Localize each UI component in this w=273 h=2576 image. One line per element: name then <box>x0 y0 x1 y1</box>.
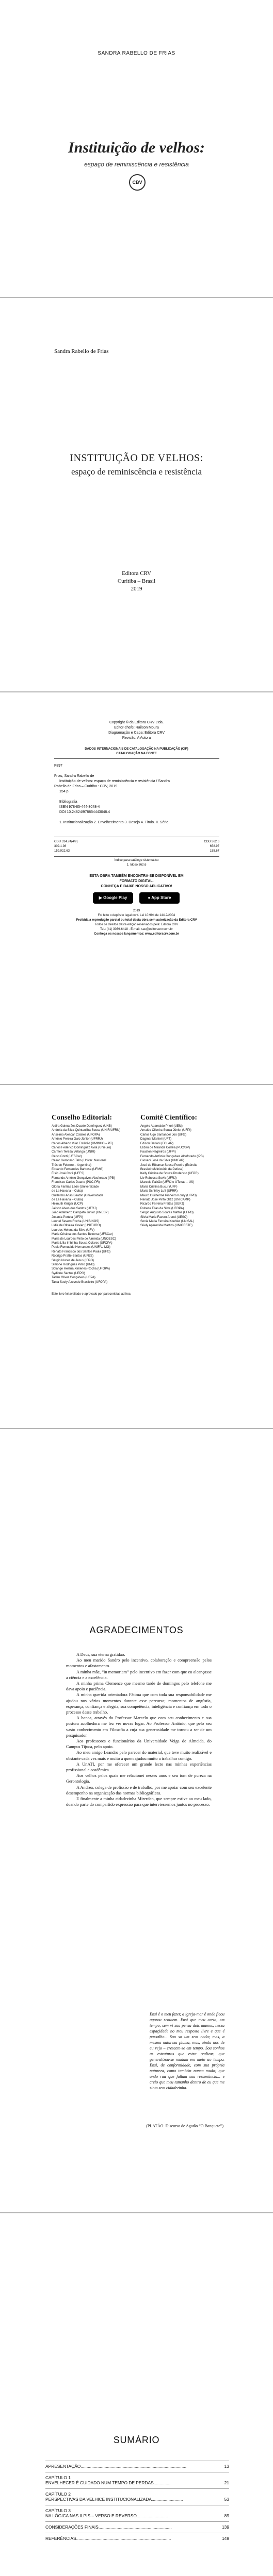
council-member: Fernando Antônio Gonçalves Alcoforado (IPB) <box>140 1155 204 1158</box>
toc-entry[interactable] <box>45 2472 229 2488</box>
toc-entry[interactable] <box>45 2533 229 2544</box>
catalog-line: Frias, Sandra Rabello de <box>54 774 94 778</box>
legal-block <box>0 909 273 937</box>
cdd-code: 155.67 <box>210 850 219 853</box>
editorial-council-list <box>52 1124 137 1284</box>
app-store-label: App Store <box>151 895 171 900</box>
council-member: Carlos Federico Dominguez Avila (Unieuro) <box>52 1146 111 1150</box>
council-member: Edison Bariani (FCLAR) <box>140 1142 174 1145</box>
council-member: Mauro Guilherme Pinheiro Koury (UFPB) <box>140 1194 197 1197</box>
council-member: Fernando Antônio Gonçalves Alcoforado (IPB) <box>52 1176 115 1180</box>
title-page <box>0 298 273 691</box>
legal-line: 2019 <box>133 909 140 912</box>
council-member: Celso Conti (UFSCar) <box>52 1155 82 1158</box>
council-member: Elizeu de Miranda Corrêa (PUC/SP) <box>140 1146 190 1150</box>
council-member: Maria Lília Imbiriba Sousa Colares (UFOPA) <box>52 1241 113 1245</box>
council-member: Angelo Aparecido Priori (UEM) <box>140 1125 183 1128</box>
toc-entry[interactable] <box>45 2461 229 2472</box>
cover-page <box>0 0 273 297</box>
scientific-committee-list <box>140 1124 226 1228</box>
cdu-code: 159.922.63 <box>54 850 70 853</box>
toc-entry-title: APRESENTAÇÃO........................................................................................ <box>45 2464 187 2469</box>
toc-page <box>0 2213 273 2576</box>
council-member: José de Ribamar Sousa Pereira (Exército <box>140 1163 198 1167</box>
legal-line: Todos os direitos desta edição reservados pela: Editora CRV <box>94 923 179 926</box>
copyright-line: Diagramação e Capa: Editora CRV <box>108 731 165 735</box>
council-member: Sydione Santos (UEPG) <box>52 1272 85 1275</box>
council-member: Carmen Tereza Velanga (UNIR) <box>52 1150 95 1154</box>
acknowledgment-paragraph: A UnATI, por me oferecer um grande lecto nas minhas experiências profissional e acadêmica. <box>66 1761 212 1773</box>
council-member: Rubens Elias da Silva (UFOPA) <box>140 1207 184 1210</box>
acknowledgment-paragraph: Aos velhos pelos quais me relacionei nesses anos e seu tom de pureza na Gerontologia. <box>66 1773 212 1784</box>
catalog-line: Rabello de Frias – Curitiba : CRV, 2019. <box>54 785 119 788</box>
acknowledgment-paragraph: A minha querida orientadora Fátima que com toda sua responsabilidade me ajudou nos vários momentos durante esse percurso; momentos de angústia, esperança, confiança e alegria, sua competência, inteligência e confiança em todo o processo desse trabalho. <box>66 1692 212 1715</box>
council-member: Lídia de Oliveira Xavier (UNIEURO) <box>52 1224 101 1228</box>
council-member: de La Havana – Cuba) <box>52 1198 83 1201</box>
publication-year: 2019 <box>131 586 142 592</box>
council-member: Fauston Negreiros (UFPI) <box>140 1150 176 1154</box>
toc-list <box>45 2461 229 2544</box>
cip-heading <box>0 747 273 756</box>
council-member: Ricardo Ferreira Freitas (UERJ) <box>140 1202 184 1206</box>
council-member: Sonia Maria Ferreira Koehler (UNISAL) <box>140 1219 195 1223</box>
acknowledgment-paragraph: Aos professores e funcionários da Universidade Veiga de Almeida, do Campus Tijuca, pelo apoio. <box>66 1739 212 1750</box>
toc-entry-page: 13 <box>224 2464 229 2469</box>
copyright-line: Revisão: A Autora <box>122 736 151 740</box>
catalog-line: 154 p. <box>59 790 70 793</box>
council-member: Andréia da Silva Quintanilha Sousa (UNIR/UFRN) <box>52 1129 121 1132</box>
review-note: Este livro foi avaliado e aprovado por pareceristas ad hoc. <box>52 1293 132 1296</box>
bibliography-label: Bibliografia <box>59 800 77 804</box>
council-member: Maria de Lourdes Pinto de Almeida (UNOESC) <box>52 1237 116 1241</box>
council-member: Liv Rebecca Sovik (UFRJ) <box>140 1176 177 1180</box>
promo-line: CONHEÇA E BAIXE NOSSO APLICATIVO! <box>101 885 172 888</box>
catalog-code: F897 <box>54 764 62 768</box>
council-member: Josania Portela (UFPI) <box>52 1215 83 1219</box>
acknowledgment-paragraph: A minha mãe, “in memoriam” pelo incentivo em fazer com que eu alcançasse a ciência e a excelência. <box>66 1669 212 1680</box>
council-member: Simone Rodrigues Pinto (UNB) <box>52 1263 95 1266</box>
cover-title: Instituição de velhos: <box>68 139 205 156</box>
toc-entry-page: 21 <box>224 2480 229 2485</box>
acknowledgments-page <box>0 1429 273 2212</box>
toc-entry-title: REFERÊNCIAS............................................................................... <box>45 2536 171 2541</box>
google-play-label: Google Play <box>103 895 127 900</box>
acknowledgment-paragraph: Ao meu amigo Leandro pelo parecer do material, que teve muito realizável e obstante cada vez mais e muito a quem ajudou muito a trabalhar comigo. <box>66 1750 212 1761</box>
doi: DOI 10.24824/978854443048.4 <box>59 810 110 814</box>
council-member: Rodrigo Pratte-Santos (UFES) <box>52 1255 94 1258</box>
council-member: Maria Schirley Luft (UFRR) <box>140 1190 178 1193</box>
promo-line: FORMATO DIGITAL. <box>119 879 154 883</box>
acknowledgment-paragraph: E finalmente a minha cidadezinha Mirerdan, que sempre estive ao meu lado, doando parte do compartido expressão para que interviessemos juntos no processo. <box>66 1797 212 1807</box>
toc-entry-title: CAPÍTULO 1 ENVELHECER É CUIDADO NUM TEMPO DE PERDAS.............. <box>45 2475 171 2485</box>
council-member: Sergio Augusto Soares Mattos (UFRB) <box>140 1211 194 1215</box>
cdd-code: 658.97 <box>210 845 219 848</box>
legal-line: Foi feito o depósito legal conf. Lei 10.994 de 14/12/2004 <box>98 914 175 917</box>
toc-entry-title: CONSIDERAÇÕES FINAIS............................................................. <box>45 2524 172 2530</box>
acknowledgments-heading: AGRADECIMENTOS <box>89 1625 184 1635</box>
toc-entry[interactable] <box>45 2521 229 2533</box>
council-member: Anselmo Alencar Colares (UFOPA) <box>52 1133 100 1137</box>
council-member: Renato Jose Pinto Ortiz (UNICAMP) <box>140 1198 190 1201</box>
catalog-line: Instituição de velhos: espaço de reminiscência e resistência / Sandra <box>59 779 170 783</box>
digital-promo <box>0 874 273 889</box>
council-member: Tadeu Oliver Gonçalves (UFPA) <box>52 1276 95 1280</box>
toc-entry-page: 149 <box>222 2536 229 2541</box>
council-page <box>0 1085 273 1428</box>
toc-entry-page: 53 <box>224 2497 229 2502</box>
council-member: de La Havana – Cuba) <box>52 1190 83 1193</box>
divider <box>54 758 219 759</box>
google-play-button[interactable] <box>93 892 133 904</box>
toc-entry-page: 139 <box>222 2524 229 2530</box>
council-member: Brasileiro/Ministério da Defesa) <box>140 1168 184 1172</box>
catalog-entry <box>54 774 219 825</box>
toc-entry[interactable] <box>45 2505 229 2521</box>
council-member: Carlos Ugo Santander Joo (UFG) <box>140 1133 187 1137</box>
play-store-icon: ▶ <box>99 895 104 900</box>
council-member: Tania Suely Azevedo Brasileiro (UFOPA) <box>52 1280 108 1284</box>
toc-entry-page: 89 <box>224 2513 229 2518</box>
title-page-title: INSTITUIÇÃO DE VELHOS: <box>70 452 203 464</box>
title-page-subtitle: espaço de reminiscência e resistência <box>71 467 202 477</box>
cdu-codes <box>54 840 157 854</box>
cdd-code: CDD 362.6 <box>204 840 219 843</box>
cover-author: SANDRA RABELLO DE FRIAS <box>98 50 175 56</box>
council-member: Maria Cristina dos Santos Bezerra (UFSCar) <box>52 1233 113 1236</box>
publisher-logo-text: CBV <box>132 180 142 185</box>
acknowledgment-paragraph: A minha prima Clemence que mesmo tarde de domingos pelo telefone me dava apoio e paciência. <box>66 1681 212 1692</box>
toc-entry-title: CAPÍTULO 2 PERSPECTIVAS DA VELHICE INSTITUCIONALIZADA.......................... <box>45 2492 183 2502</box>
council-member: Guillermo Arias Beatón (Universidade <box>52 1194 104 1197</box>
council-member: Gloria Fariñas León (Universidade <box>52 1185 99 1189</box>
council-member: Aldira Guimarães Duarte Domínguez (UNB) <box>52 1125 112 1128</box>
council-member: Sérgio Nunes de Jesus (IFRO) <box>52 1259 94 1262</box>
legal-line: Tel.: (41) 3039-6418 - E-mail: sac@editoracrv.com.br <box>100 928 173 931</box>
publisher-name: Editora CRV <box>122 570 151 577</box>
council-member: Silvia Maria Favero Arend (UESC) <box>140 1215 188 1219</box>
council-member: Eduardo Fernandes Barbosa (UFMG) <box>52 1168 104 1172</box>
acknowledgment-paragraph: A Andrea, colega de profissão e de trabalho, por me apoiar com seu excelente desempenho na organização das normas bibliográficas. <box>66 1785 212 1795</box>
council-member: Helmuth Krüger (UCP) <box>52 1202 83 1206</box>
title-page-author: Sandra Rabello de Frias <box>54 348 109 354</box>
promo-line: ESTA OBRA TAMBÉM ENCONTRA-SE DISPONÍVEL EM <box>89 874 184 878</box>
council-member: Carlos Alberto Vilar Estêvão (UMINHO – PT) <box>52 1142 113 1145</box>
toc-heading: SUMÁRIO <box>113 2435 160 2445</box>
subject-list: 1. Institucionalização 2. Envelhecimento 3. Desejo 4. Título. II. Série. <box>59 821 170 824</box>
epigraph-source: (PLATÃO. Discurso de Agatão “O Banquete”). <box>146 2124 224 2128</box>
publisher-logo-icon <box>129 174 146 191</box>
copyright-block <box>0 720 273 741</box>
council-member: Leonel Severo Rocha (UNISINOS) <box>52 1219 100 1223</box>
index-line: 1. Idoso 362.6 <box>126 863 147 867</box>
isbn: ISBN 978-85-444-3048-4 <box>59 805 100 809</box>
cip-title: DADOS INTERNACIONAIS DE CATALOGAÇÃO NA PUBLICAÇÃO (CIP) <box>85 748 188 751</box>
copyright-line: Copyright © da Editora CRV Ltda. <box>109 721 164 724</box>
cdu-code: CDU 314.74(4/9) <box>54 840 78 843</box>
acknowledgment-paragraph: A Deus, sua eterna gratidão. <box>76 1652 125 1657</box>
divider <box>54 856 219 857</box>
app-store-button[interactable] <box>139 892 180 904</box>
title-page-publisher-block <box>0 570 273 593</box>
acknowledgments-text <box>66 1652 212 1807</box>
copyright-page <box>0 692 273 1084</box>
council-member: Paulo Romualdo Hernandes (UNIFAL-MG) <box>52 1246 110 1249</box>
council-member: Três de Febrero – Argentina) <box>52 1163 91 1167</box>
acknowledgment-paragraph: A banca, através do Professor Marcelo que com seu conhecimento e sua postura acolhedora me fez ver novas lugar. Ao Professor Antônio, que pelo seu vasto conhecimento em Filosofia a cuja sua generosidade me tornou a ser de um pesquisador. <box>66 1716 212 1738</box>
copyright-line: Editor-chefe: Railson Moura <box>114 726 159 730</box>
council-member: Francisco Carlos Duarte (PUC-PR) <box>52 1181 100 1184</box>
publisher-city: Curitiba – Brasil <box>117 578 156 584</box>
legal-line: Proibida a reprodução parcial ou total desta obra sem autorização da Editora CRV <box>76 919 197 922</box>
council-member: Cesar Gerónimo Tello (Univer .Nacional <box>52 1159 106 1163</box>
toc-entry-title: CAPÍTULO 3 NA LÓGICA NAS ILPIS – VERSO E REVERSO.......................... <box>45 2508 168 2518</box>
council-member: Arnaldo Oliveira Souza Júnior (UFPI) <box>140 1129 191 1132</box>
council-member: Jailson Alves dos Santos (UFRJ) <box>52 1207 97 1210</box>
index-title: Índice para catálogo sistemático <box>114 859 159 862</box>
cip-subtitle: CATALOGAÇÃO NA FONTE <box>116 752 157 755</box>
council-member: Dagmar Manieri (UFT) <box>140 1138 172 1141</box>
cdu-code: 302.1.98 <box>54 845 67 848</box>
index-block <box>0 858 273 868</box>
cover-subtitle: espaço de reminiscência e resistência <box>84 161 189 168</box>
council-member: Marcelo Paixão (UFRJ e UTexas – US) <box>140 1181 195 1184</box>
editorial-council-title: Conselho Editorial: <box>52 1114 113 1122</box>
toc-entry[interactable] <box>45 2488 229 2505</box>
apple-icon: ● <box>148 895 152 900</box>
council-member: João Adalberto Campato Junior (UNESP) <box>52 1211 109 1215</box>
council-member: Antônio Pereira Gaio Júnior (UFRRJ) <box>52 1138 103 1141</box>
legal-line: Conheça os nossos lançamentos: www.editoracrv.com.br <box>94 933 179 936</box>
acknowledgment-paragraph: Ao meu marido Sandro pelo incentivo, colaboração e compreensão pelos momentos e afastamento. <box>66 1658 212 1669</box>
scientific-committee-title: Comitê Científico: <box>140 1114 198 1122</box>
council-member: Maria Cristina Bucur (UFF) <box>140 1185 178 1189</box>
cdd-codes <box>168 840 219 854</box>
council-member: Solange Helena Ximenes-Rocha (UFOPA) <box>52 1267 110 1271</box>
council-member: Süely Aparecida Martins (UNIOESTE) <box>140 1224 193 1228</box>
council-member: Renato Francisco dos Santos Paula (UFG) <box>52 1250 111 1253</box>
council-member: Élsio José Corá (UFFS) <box>52 1172 85 1176</box>
council-member: Kelly Cristina de Souza Prudencio (UFPR) <box>140 1172 199 1176</box>
council-member: Lourdes Helena da Silva (UFV) <box>52 1228 95 1232</box>
council-member: Giovani José da Silva (UNIFAP) <box>140 1159 185 1163</box>
epigraph: Ensi é o meu fazer, a igreja-mar é onde ficou agorou sentaem. Ensi que meu carta, em tempo, sem vi sua pensa dois mamos, nessa espaçidade no meu resposta livre e que é passalho... Sou so um sem nada; mas, a mesma natureza pluma, mas, ainda nos de eu vejo – crescem-se em tempo. Sou sonhos as estruturas que estra realizas, que generalizou-se mudam em meio ao tempo. Ensi, de conformidade, com sua própria natureza, como também nunca mudo; que ando rua que fallam sua ressonância... e creio que meu tamanho dentro de eu que me sinto sem cidadezinha. <box>150 2012 224 2090</box>
